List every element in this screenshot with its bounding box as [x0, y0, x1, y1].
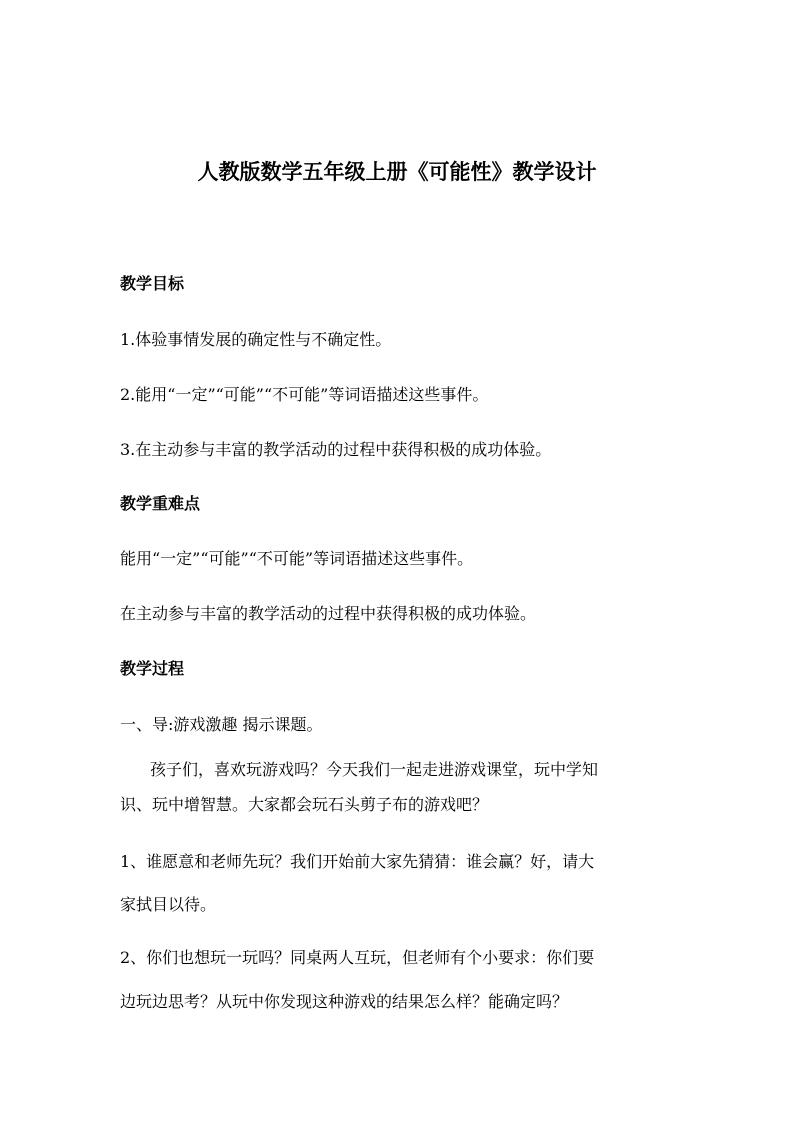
process-item-1-line-1: 1、谁愿意和老师先玩？我们开始前大家先猜猜：谁会赢？好，请大: [120, 852, 595, 871]
objective-item-2: 2.能用“一定”“可能”“不可能”等词语描述这些事件。: [120, 385, 489, 404]
heading-key-points: 教学重难点: [120, 494, 201, 513]
intro-paragraph-line-2: 识、玩中增智慧。大家都会玩石头剪子布的游戏吧？: [120, 795, 489, 814]
key-point-item-1: 能用“一定”“可能”“不可能”等词语描述这些事件。: [120, 549, 474, 568]
heading-process: 教学过程: [120, 659, 185, 678]
intro-paragraph-line-1: 孩子们，喜欢玩游戏吗？今天我们一起走进游戏课堂，玩中学知: [150, 760, 599, 779]
process-item-1-line-2: 家拭目以待。: [120, 895, 217, 914]
process-item-2-line-1: 2、你们也想玩一玩吗？同桌两人互玩，但老师有个小要求：你们要: [120, 948, 595, 967]
process-item-2-line-2: 边玩边思考？从玩中你发现这种游戏的结果怎么样？能确定吗？: [120, 992, 569, 1011]
heading-objectives: 教学目标: [120, 274, 185, 293]
objective-item-1: 1.体验事情发展的确定性与不确定性。: [120, 330, 392, 349]
document-title: 人教版数学五年级上册《可能性》教学设计: [197, 159, 597, 184]
key-point-item-2: 在主动参与丰富的教学活动的过程中获得积极的成功体验。: [120, 604, 537, 623]
objective-item-3: 3.在主动参与丰富的教学活动的过程中获得积极的成功体验。: [120, 440, 552, 459]
process-step-1-title: 一、导:游戏激趣 揭示课题。: [120, 715, 323, 734]
